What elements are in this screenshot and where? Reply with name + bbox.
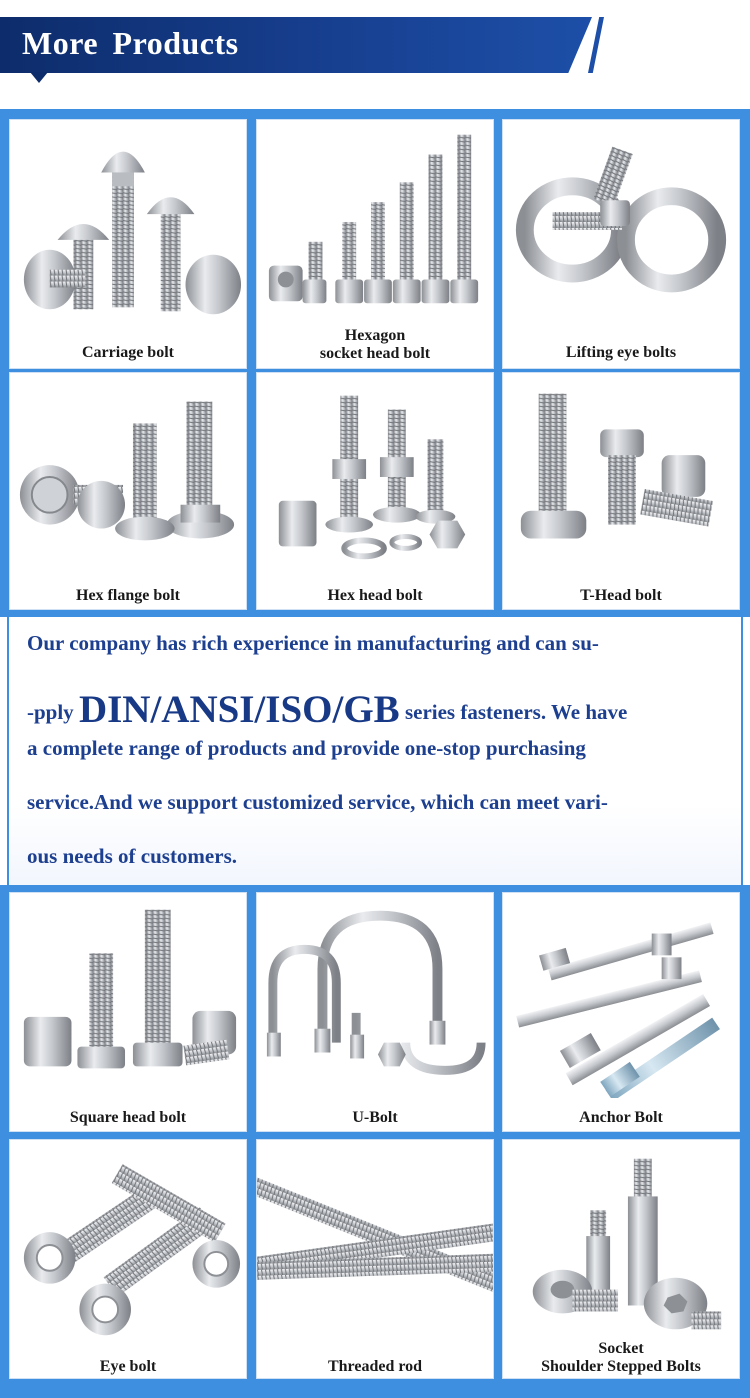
banner-slash-decoration bbox=[588, 17, 604, 73]
product-label: T-Head bolt bbox=[580, 587, 662, 604]
u-bolt-icon bbox=[257, 893, 493, 1098]
socket-head-bolt-icon bbox=[257, 120, 493, 320]
product-label: Anchor Bolt bbox=[579, 1109, 663, 1126]
banner-notch bbox=[30, 72, 48, 83]
product-label-line1: Hexagon bbox=[344, 327, 406, 344]
product-label: Lifting eye bolts bbox=[565, 344, 677, 361]
standards-highlight: DIN/ANSI/ISO/GB bbox=[78, 688, 400, 731]
product-label: Eye bolt bbox=[99, 1358, 157, 1375]
product-card-socket-head-bolt[interactable] bbox=[256, 119, 494, 369]
product-card-eye-bolt[interactable] bbox=[9, 1139, 247, 1379]
description-line-1: Our company has rich experience in manufacturing and can su- bbox=[27, 631, 599, 655]
description-line-2-prefix: -pply bbox=[27, 700, 79, 724]
header-banner bbox=[0, 0, 750, 108]
product-label-line1: Socket bbox=[598, 1340, 644, 1357]
product-card-carriage-bolt[interactable] bbox=[9, 119, 247, 369]
description-line-2-suffix: series fasteners. We have bbox=[399, 700, 628, 724]
product-card-t-head-bolt[interactable] bbox=[502, 372, 740, 610]
product-card-square-head-bolt[interactable] bbox=[9, 892, 247, 1132]
product-label: Square head bolt bbox=[69, 1109, 187, 1126]
product-card-u-bolt[interactable] bbox=[256, 892, 494, 1132]
description-line-5: ous needs of customers. bbox=[27, 844, 237, 868]
eye-bolt-icon bbox=[10, 1140, 246, 1350]
description-line-3: a complete range of products and provide one-stop purchasing bbox=[27, 736, 586, 760]
shoulder-bolt-icon bbox=[503, 1140, 739, 1350]
product-card-lifting-eye-bolt[interactable] bbox=[502, 119, 740, 369]
hex-head-bolt-icon bbox=[257, 373, 493, 578]
product-label: Threaded rod bbox=[327, 1358, 423, 1375]
threaded-rod-icon bbox=[257, 1140, 493, 1350]
product-card-threaded-rod[interactable] bbox=[256, 1139, 494, 1379]
hex-flange-bolt-icon bbox=[10, 373, 246, 573]
anchor-bolt-icon bbox=[503, 893, 739, 1098]
description-line-2 bbox=[27, 687, 627, 732]
product-label: Hex flange bolt bbox=[76, 587, 180, 604]
product-label-line2: socket head bolt bbox=[319, 345, 431, 362]
product-label: U-Bolt bbox=[352, 1109, 398, 1126]
product-card-shoulder-bolt[interactable] bbox=[502, 1139, 740, 1379]
product-label: Hex head bolt bbox=[327, 587, 423, 604]
product-label-line2: Shoulder Stepped Bolts bbox=[541, 1358, 701, 1375]
product-card-anchor-bolt[interactable] bbox=[502, 892, 740, 1132]
lifting-eye-bolt-icon bbox=[503, 120, 739, 330]
product-grid-bottom bbox=[0, 885, 750, 1398]
description-line-4: service.And we support customized service, which can meet vari- bbox=[27, 790, 608, 814]
product-card-hex-flange-bolt[interactable] bbox=[9, 372, 247, 610]
carriage-bolt-icon bbox=[10, 120, 246, 330]
square-head-bolt-icon bbox=[10, 893, 246, 1098]
t-head-bolt-icon bbox=[503, 373, 739, 578]
product-card-hex-head-bolt[interactable] bbox=[256, 372, 494, 610]
page-title: More Products bbox=[22, 25, 239, 61]
product-label: Carriage bolt bbox=[82, 344, 174, 361]
company-description-panel bbox=[7, 617, 743, 885]
product-grid-top bbox=[0, 109, 750, 617]
